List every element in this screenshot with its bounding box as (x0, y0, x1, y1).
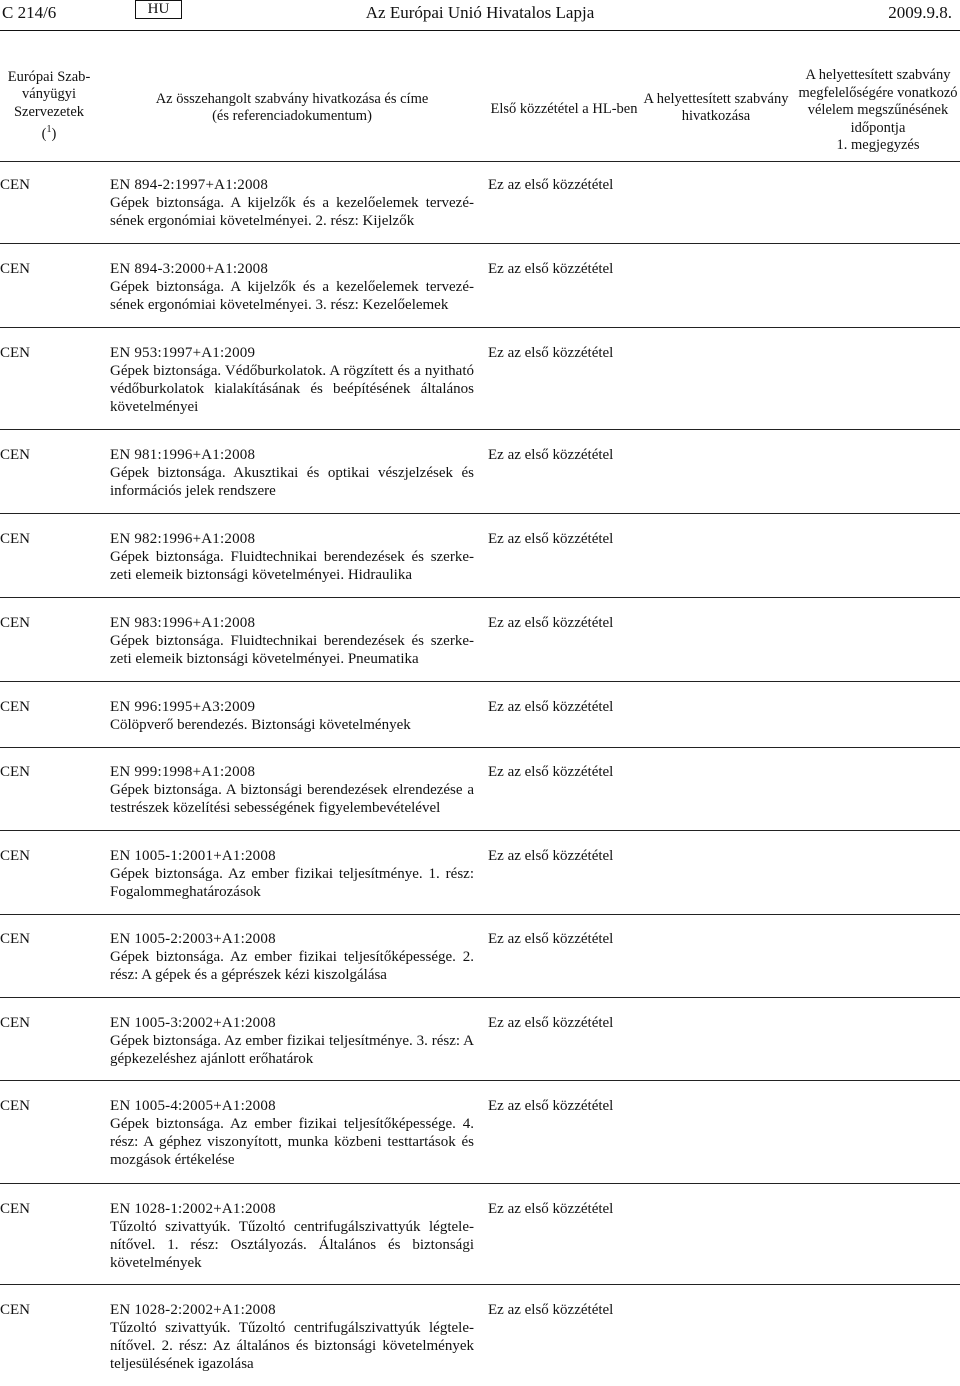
col1-label-close: ) (51, 125, 57, 142)
column-header-reference (110, 88, 474, 128)
organisation-cell: CEN (0, 531, 30, 547)
reference-cell (110, 1200, 474, 1272)
row-divider (0, 597, 960, 598)
col5-note: 1. megjegyzés (836, 137, 920, 154)
row-divider (0, 513, 960, 514)
header-rule (0, 30, 960, 31)
publication-cell: Ez az első közzététel (488, 1098, 614, 1114)
standard-code: EN 953:1997+A1:2009 (110, 345, 256, 361)
row-divider (0, 747, 960, 748)
standard-title: Gépek biztonsága. Fluidtechnikai berendezések és szerkezeti elemeik biztonsági követelményei. Pneumatika (110, 633, 474, 667)
footnote-marker: 1 (46, 124, 52, 136)
standard-code: EN 1028-1:2002+A1:2008 (110, 1201, 276, 1217)
journal-title: Az Európai Unió Hivatalos Lapja (365, 3, 595, 22)
reference-cell (110, 176, 474, 230)
publication-date: 2009.9.8. (888, 3, 952, 22)
organisation-cell: CEN (0, 261, 30, 277)
publication-cell: Ez az első közzététel (488, 345, 614, 361)
row-divider (0, 681, 960, 682)
row-divider (0, 243, 960, 244)
publication-cell: Ez az első közzététel (488, 615, 614, 631)
organisation-cell: CEN (0, 345, 30, 361)
standard-title: Gépek biztonsága. A kijelzők és a kezelőelemek tervezésének ergonómiai követelményei. 2. rész: Kijelzők (110, 195, 474, 229)
row-divider (0, 830, 960, 831)
standard-title: Gépek biztonsága. Az ember fizikai teljesítőképessége. 2. rész: A gépek és a géprészek kézi kiszolgálása (110, 949, 474, 983)
publication-cell: Ez az első közzététel (488, 931, 614, 947)
standard-title: Tűzoltó szivattyúk. Tűzoltó centrifugálszivattyúk légtelenítővel. 2. rész: Az általános és biztonsági követelmények teljesülésének igazolása (110, 1320, 474, 1372)
standard-code: EN 894-2:1997+A1:2008 (110, 177, 269, 193)
reference-cell (110, 847, 474, 901)
row-divider (0, 997, 960, 998)
col1-label: Európai Szabványügyi Szervezetek ( (7, 68, 91, 142)
row-divider (0, 914, 960, 915)
publication-cell: Ez az első közzététel (488, 848, 614, 864)
reference-cell (110, 530, 474, 584)
reference-cell (110, 930, 474, 984)
page-reference: C 214/6 (2, 3, 57, 22)
header-bottom-rule (0, 161, 960, 162)
running-header (0, 0, 960, 32)
standard-code: EN 1005-2:2003+A1:2008 (110, 931, 276, 947)
publication-cell: Ez az első közzététel (488, 531, 614, 547)
publication-cell: Ez az első közzététel (488, 1201, 614, 1217)
standard-title: Cölöpverő berendezés. Biztonsági követelmények (110, 717, 411, 733)
column-header-cessation-date (796, 66, 960, 156)
organisation-cell: CEN (0, 447, 30, 463)
row-divider (0, 1183, 960, 1184)
standard-title: Gépek biztonsága. Az ember fizikai teljesítménye. 1. rész: Fogalommeghatározások (110, 866, 474, 900)
column-header-superseded-standard: A helyettesített szabvány hivatkozása (643, 90, 789, 124)
column-header-first-publication: Első közzététel a HL-ben (490, 101, 638, 118)
standard-code: EN 981:1996+A1:2008 (110, 447, 256, 463)
publication-cell: Ez az első közzététel (488, 699, 614, 715)
reference-cell (110, 1014, 474, 1068)
standard-title: Tűzoltó szivattyúk. Tűzoltó centrifugálszivattyúk légtelenítővel. 1. rész: Osztályozás. Általános és biztonsági követelmények (110, 1219, 474, 1271)
organisation-cell: CEN (0, 1302, 30, 1318)
col5-label: A helyettesített szabvány megfelelőségére vonatkozó vélelem megszűnésének időpontja (798, 67, 958, 136)
standard-title: Gépek biztonsága. Az ember fizikai teljesítőképessége. 4. rész: A géphez viszonyított, munka közbeni testtartások és mozgások értékelése (110, 1116, 474, 1168)
standard-code: EN 1005-3:2002+A1:2008 (110, 1015, 276, 1031)
publication-cell: Ez az első közzététel (488, 1015, 614, 1031)
organisation-cell: CEN (0, 615, 30, 631)
standard-code: EN 894-3:2000+A1:2008 (110, 261, 269, 277)
col2-label-line2: (és referenciadokumentum) (212, 108, 372, 124)
standard-title: Gépek biztonsága. Az ember fizikai teljesítménye. 3. rész: A gépkezeléshez ajánlott erőhatárok (110, 1033, 474, 1067)
standard-title: Gépek biztonsága. Védőburkolatok. A rögzített és a nyitható védőburkolatok kialakításának és beépítésének általános követelményei (110, 363, 474, 415)
publication-cell: Ez az első közzététel (488, 261, 614, 277)
standard-title: Gépek biztonsága. A biztonsági berendezések elrendezése a testrészek közelítési sebességének figyelembevételével (110, 782, 474, 816)
standard-code: EN 982:1996+A1:2008 (110, 531, 256, 547)
reference-cell (110, 446, 474, 500)
reference-cell (110, 1301, 474, 1373)
standard-code: EN 1028-2:2002+A1:2008 (110, 1302, 276, 1318)
publication-cell: Ez az első közzététel (488, 177, 614, 193)
language-code-box: HU (135, 0, 182, 19)
reference-cell (110, 614, 474, 668)
standard-code: EN 999:1998+A1:2008 (110, 764, 256, 780)
col2-label-line1: Az összehangolt szabvány hivatkozása és címe (155, 90, 429, 107)
reference-cell (110, 763, 474, 817)
standard-code: EN 1005-4:2005+A1:2008 (110, 1098, 276, 1114)
reference-cell (110, 698, 474, 734)
organisation-cell: CEN (0, 1201, 30, 1217)
row-divider (0, 1284, 960, 1285)
organisation-cell: CEN (0, 1015, 30, 1031)
publication-cell: Ez az első közzététel (488, 764, 614, 780)
organisation-cell: CEN (0, 1098, 30, 1114)
row-divider (0, 1080, 960, 1081)
organisation-cell: CEN (0, 931, 30, 947)
reference-cell (110, 260, 474, 314)
standard-title: Gépek biztonsága. Fluidtechnikai berendezések és szerkezeti elemeik biztonsági követelményei. Hidraulika (110, 549, 474, 583)
reference-cell (110, 344, 474, 416)
organisation-cell: CEN (0, 764, 30, 780)
column-header-organisation (6, 70, 92, 142)
organisation-cell: CEN (0, 177, 30, 193)
publication-cell: Ez az első közzététel (488, 1302, 614, 1318)
standard-title: Gépek biztonsága. A kijelzők és a kezelőelemek tervezésének ergonómiai követelményei. 3. rész: Kezelőelemek (110, 279, 474, 313)
publication-cell: Ez az első közzététel (488, 447, 614, 463)
organisation-cell: CEN (0, 699, 30, 715)
standard-code: EN 1005-1:2001+A1:2008 (110, 848, 276, 864)
row-divider (0, 429, 960, 430)
reference-cell (110, 1097, 474, 1169)
standard-code: EN 996:1995+A3:2009 (110, 699, 256, 715)
row-divider (0, 327, 960, 328)
standard-code: EN 983:1996+A1:2008 (110, 615, 256, 631)
standard-title: Gépek biztonsága. Akusztikai és optikai vészjelzések és információs jelek rendszere (110, 465, 474, 499)
organisation-cell: CEN (0, 848, 30, 864)
